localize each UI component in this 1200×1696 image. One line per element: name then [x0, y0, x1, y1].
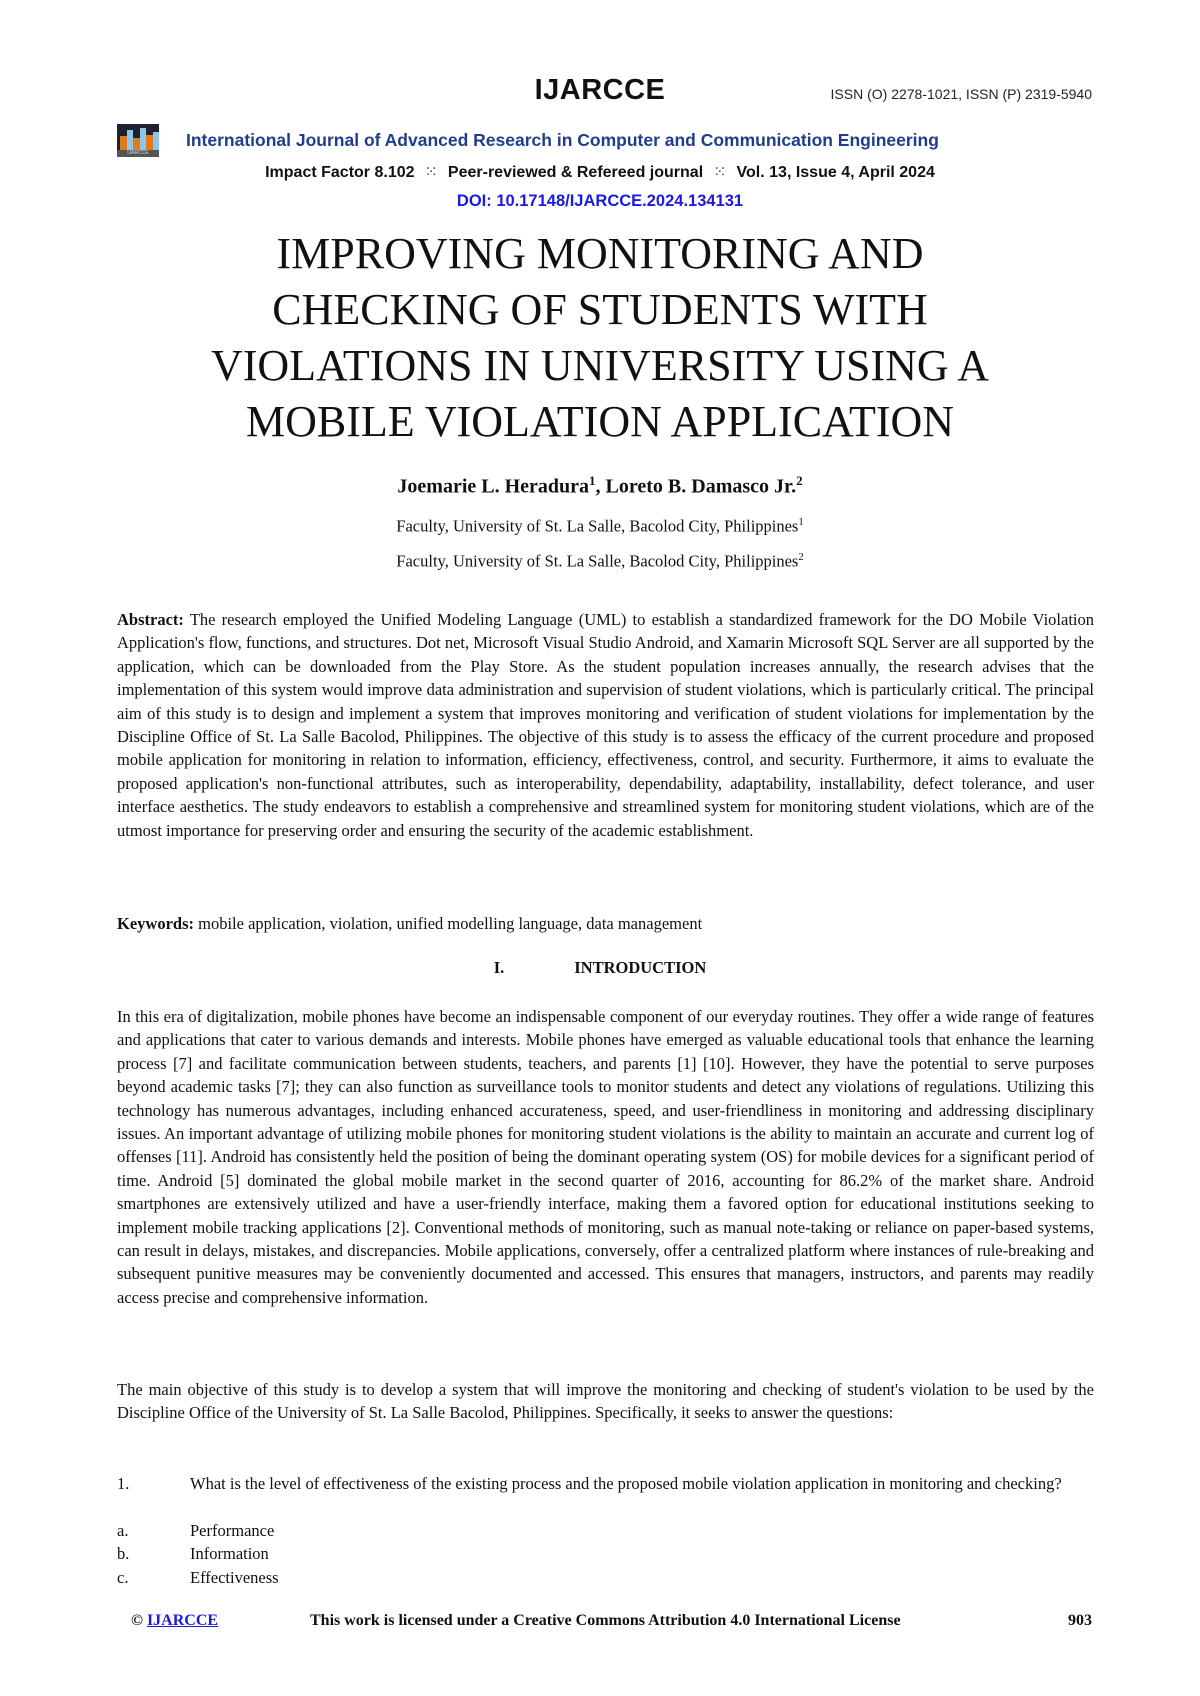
- author-name: Loreto B. Damasco Jr.: [605, 475, 797, 498]
- intro-paragraph: In this era of digitalization, mobile phones have become an indispensable component of our everyday routines. They offer a wide range of features and applications that cater to various demands and interests. Mobile phones have emerged as valuable educational tools that enhance the learning process [7] and facilitate communication between students, teachers, and parents [1] [10]. However, they have the potential to serve purposes beyond academic tasks [7]; they can also function as surveillance tools to monitor students and detect any violations of regulations. Utilizing this technology has numerous advantages, including enhanced accurateness, speed, and user-friendliness in monitoring and addressing disciplinary issues. An important advantage of utilizing mobile phones for monitoring student violations is the ability to maintain an accurate and current log of offenses [11]. Android has consistently held the position of being the dominant operating system (OS) for mobile devices for a significant period of time. Android [5] dominated the global mobile market in the second quarter of 2016, accounting for 86.2% of the market share. Android smartphones are extensively utilized and have a user-friendly interface, making them a favored option for educational institutions seeking to implement mobile tracking applications [2]. Conventional methods of monitoring, such as manual note-taking or reliance on paper-based systems, can result in delays, mistakes, and discrepancies. Mobile applications, conversely, offer a centralized platform where instances of rule-breaking and subsequent punitive measures may be conveniently documented and accessed. This ensures that managers, instructors, and parents may readily access precise and comprehensive information.: [117, 1007, 1094, 1307]
- affiliation-text: Faculty, University of St. La Salle, Bacolod City, Philippines: [396, 551, 799, 571]
- separator-icon: ⁙: [424, 164, 438, 181]
- doi-link[interactable]: DOI: 10.17148/IJARCCE.2024.134131: [456, 192, 744, 210]
- affiliation: [0, 551, 1200, 572]
- journal-meta: [0, 162, 1200, 182]
- list-marker: c.: [117, 1568, 129, 1587]
- question-text: What is the level of effectiveness of the existing process and the proposed mobile violation application in monitoring and checking?: [190, 1474, 1062, 1493]
- footer-link[interactable]: IJARCCE: [146, 1612, 219, 1629]
- list-marker: 1.: [117, 1474, 130, 1493]
- list-marker: b.: [117, 1544, 130, 1563]
- question-item: [117, 1542, 1094, 1565]
- title-line: CHECKING OF STUDENTS WITH: [272, 285, 928, 334]
- affiliation: [0, 516, 1200, 537]
- question-item: [117, 1566, 1094, 1589]
- list-marker: a.: [117, 1521, 129, 1540]
- separator-icon: ⁙: [713, 164, 727, 181]
- authors: [0, 473, 1200, 499]
- section-title: INTRODUCTION: [574, 958, 707, 977]
- abstract: [117, 608, 1094, 842]
- copyright-icon: ©: [131, 1612, 143, 1629]
- author-separator: ,: [595, 475, 606, 498]
- paper-title: [100, 226, 1100, 450]
- journal-abbrev: IJARCCE: [534, 74, 666, 106]
- peer-review: Peer-reviewed & Refereed journal: [447, 164, 704, 181]
- question-text: Effectiveness: [190, 1568, 279, 1587]
- footer-copyright: [131, 1612, 218, 1630]
- section-heading: [0, 958, 1200, 978]
- author-sup: 1: [589, 473, 596, 488]
- keywords: [117, 912, 1094, 935]
- page-number: 903: [1068, 1612, 1092, 1629]
- affiliation-sup: 2: [798, 551, 804, 563]
- abstract-label: Abstract:: [117, 610, 184, 629]
- author-sup: 2: [796, 473, 803, 488]
- keywords-text: mobile application, violation, unified modelling language, data management: [194, 914, 703, 933]
- author-name: Joemarie L. Heradura: [397, 475, 590, 498]
- issn: ISSN (O) 2278-1021, ISSN (P) 2319-5940: [830, 86, 1092, 102]
- keywords-label: Keywords:: [117, 914, 194, 933]
- question-item: [117, 1519, 1094, 1542]
- abstract-text: The research employed the Unified Modeling Language (UML) to establish a standardized framework for the DO Mobile Violation Application's flow, functions, and structures. Dot net, Microsoft Visual Studio Android, and Xamarin Microsoft SQL Server are all supported by the application, which can be downloaded from the Play Store. As the student population increases annually, the research advises that the implementation of this system would improve data administration and supervision of student violations, which is particularly critical. The principal aim of this study is to design and implement a system that improves monitoring and verification of student violations for implementation by the Discipline Office of St. La Salle Bacolod, Philippines. The objective of this study is to assess the efficacy of the current procedure and proposed mobile application for monitoring in relation to information, efficiency, effectiveness, control, and security. Furthermore, it aims to evaluate the proposed application's non-functional attributes, such as interoperability, dependability, adaptability, installability, defect tolerance, and user interface aesthetics. The study endeavors to establish a comprehensive and streamlined system for monitoring student violations, which are of the utmost importance for preserving order and ensuring the security of the academic establishment.: [117, 610, 1094, 840]
- affiliation-text: Faculty, University of St. La Salle, Bacolod City, Philippines: [396, 516, 799, 536]
- volume-issue: Vol. 13, Issue 4, April 2024: [736, 164, 935, 181]
- title-line: IMPROVING MONITORING AND: [276, 229, 924, 278]
- title-line: VIOLATIONS IN UNIVERSITY USING A: [210, 341, 990, 390]
- journal-logo: IJARCCE: [117, 124, 159, 157]
- affiliation-sup: 1: [798, 516, 804, 528]
- question-item: [117, 1472, 1094, 1495]
- question-text: Performance: [190, 1521, 275, 1540]
- impact-factor: Impact Factor 8.102: [265, 164, 415, 181]
- question-text: Information: [190, 1544, 269, 1563]
- intro-paragraph: The main objective of this study is to develop a system that will improve the monitoring and checking of student's violation to be used by the Discipline Office of the University of St. La Salle Bacolod, Philippines. Specifically, it seeks to answer the questions:: [117, 1380, 1094, 1423]
- title-line: MOBILE VIOLATION APPLICATION: [245, 397, 955, 446]
- journal-name: International Journal of Advanced Research in Computer and Communication Engineering: [186, 130, 939, 150]
- footer-license: This work is licensed under a Creative Commons Attribution 4.0 International License: [310, 1612, 901, 1629]
- section-number: I.: [493, 958, 505, 977]
